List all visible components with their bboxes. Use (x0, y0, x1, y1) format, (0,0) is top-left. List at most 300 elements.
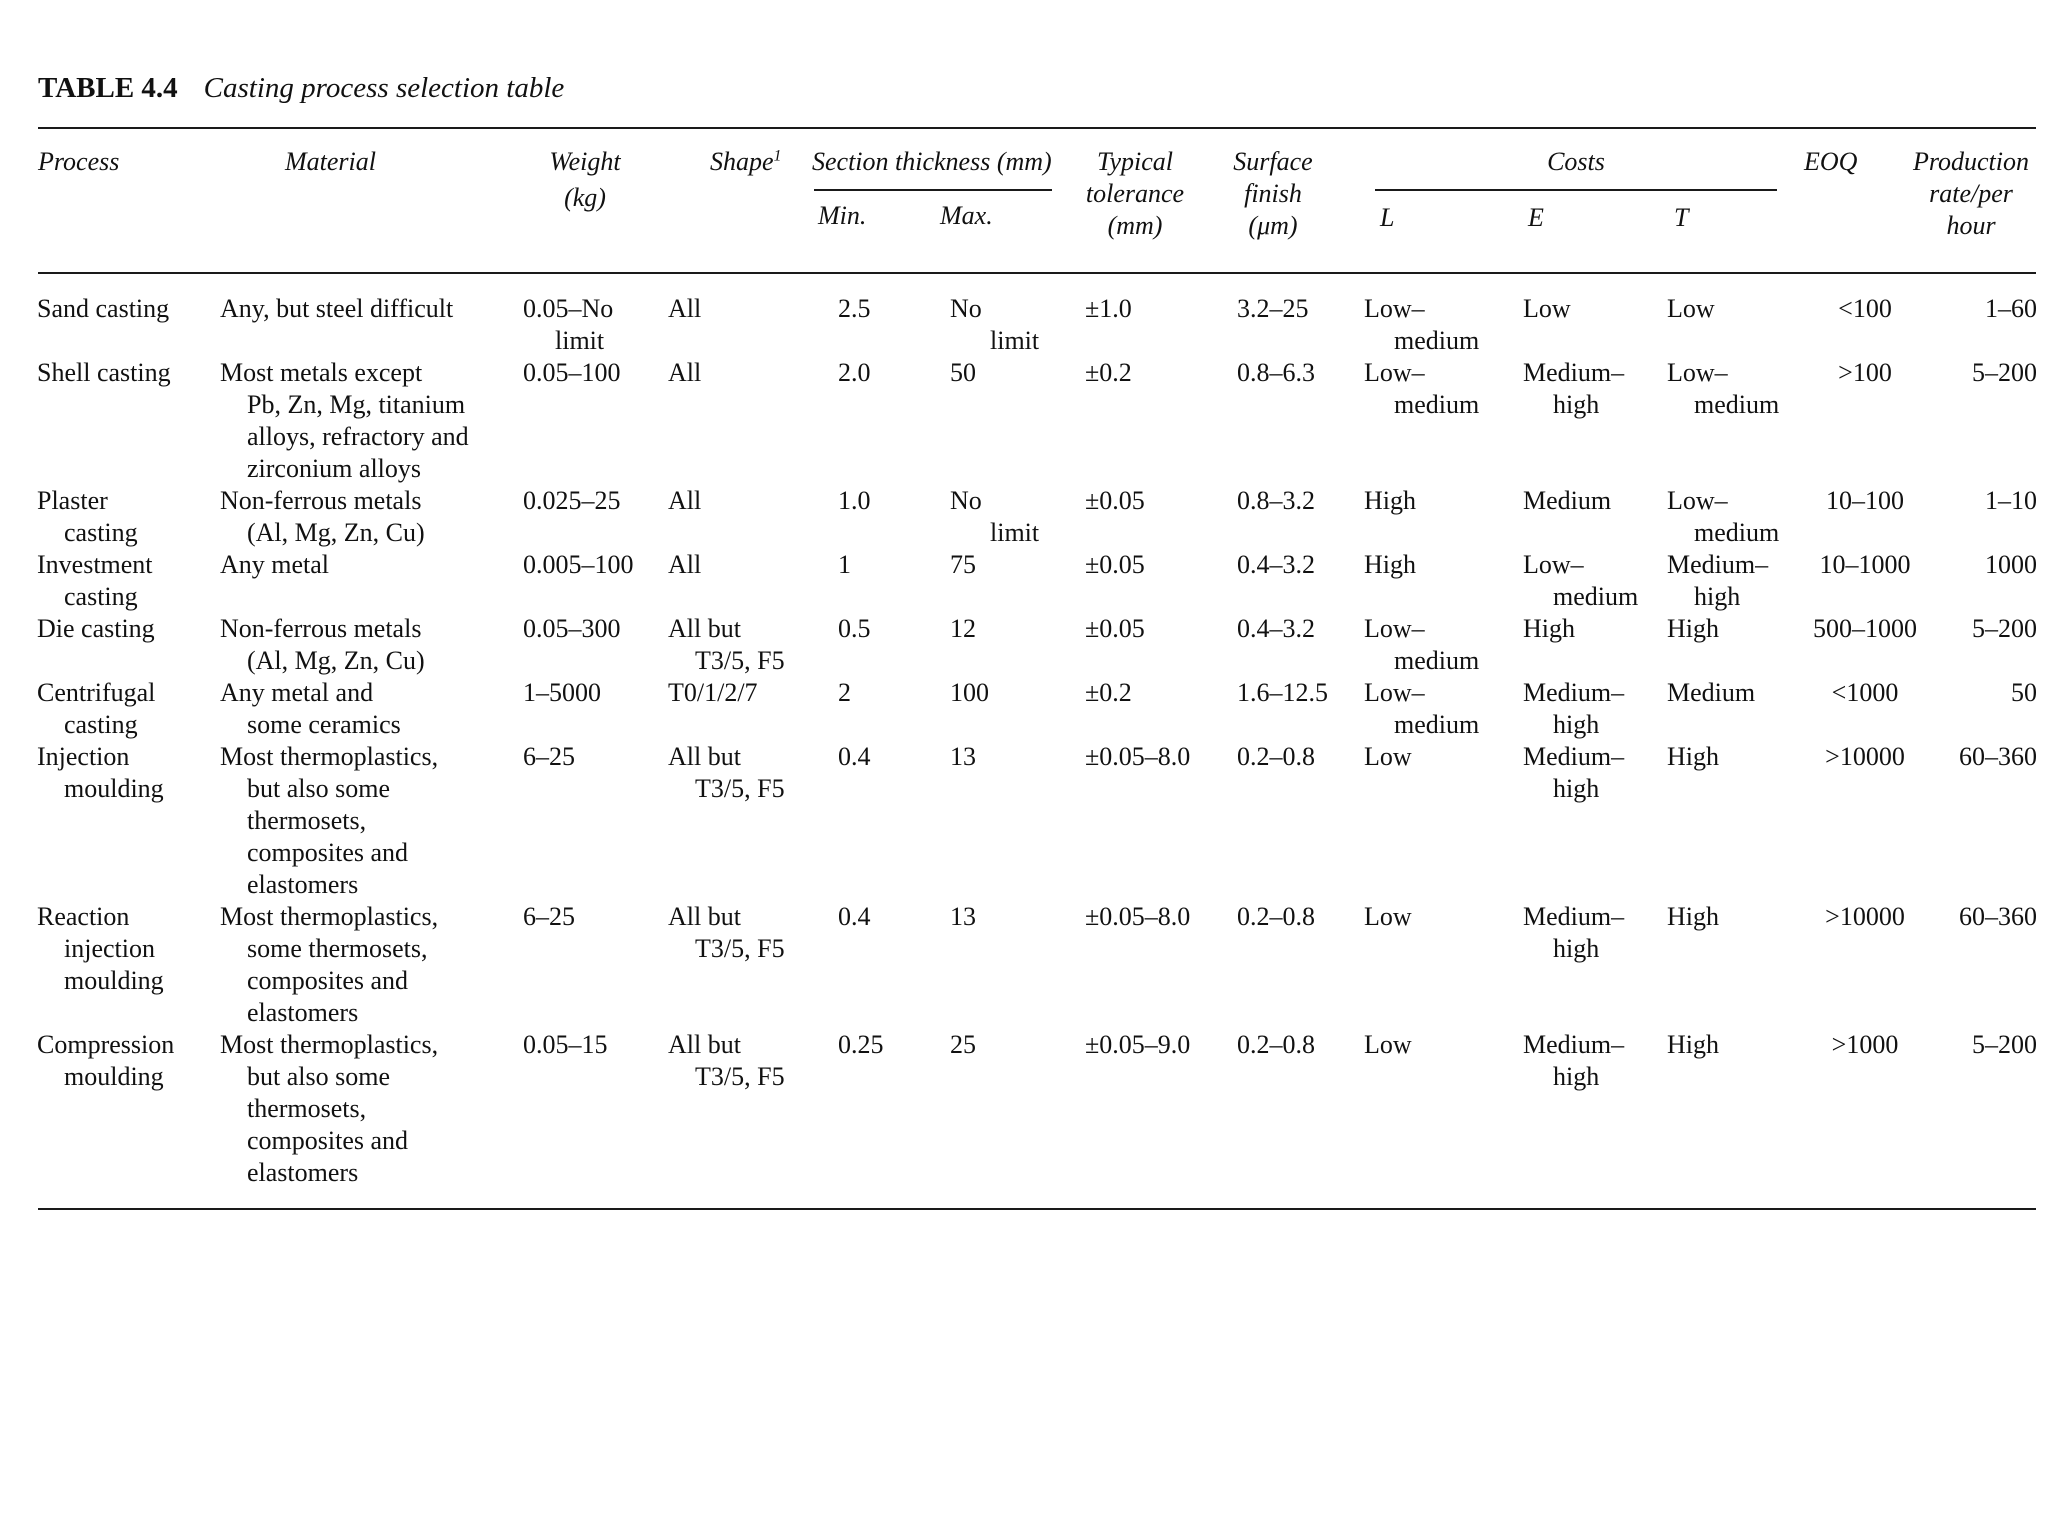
cell-eoq (1800, 357, 1930, 389)
cell-line: high (1553, 774, 1600, 803)
cell-line: All but (668, 902, 741, 931)
header-surface-l2: finish (1244, 179, 1302, 208)
cell-max (950, 901, 1060, 933)
cell-rate (1935, 1029, 2037, 1061)
header-surface-finish (1228, 146, 1318, 242)
table-label: TABLE 4.4 (38, 72, 178, 104)
cell-line: Investment (37, 550, 153, 579)
cell-line: High (1523, 614, 1575, 643)
cell-line: 1–60 (1985, 294, 2037, 323)
cell-line: Compression (37, 1030, 175, 1059)
header-surface-l1: Surface (1233, 147, 1313, 176)
cell-line: 1.6–12.5 (1237, 678, 1328, 707)
cell-line: elastomers (247, 1158, 359, 1187)
cell-finish (1237, 485, 1362, 517)
cell-shape (668, 1029, 798, 1093)
cell-finish (1237, 613, 1362, 645)
cell-line: Any metal and (220, 678, 374, 707)
cell-shape (668, 485, 798, 517)
cell-eoq (1800, 741, 1930, 773)
cell-line: 2.0 (838, 358, 871, 387)
cell-line: T3/5, F5 (695, 1062, 785, 1091)
cell-line: high (1553, 934, 1600, 963)
cell-line: Medium (1667, 678, 1756, 707)
cell-tolerance (1085, 901, 1225, 933)
cell-line: Low– (1364, 678, 1425, 707)
cell-tolerance (1085, 293, 1225, 325)
cell-cost-e (1523, 485, 1671, 517)
cell-line: Medium– (1523, 742, 1625, 771)
cell-line: Medium (1523, 486, 1612, 515)
cell-line: Any, but steel difficult (220, 294, 454, 323)
cell-cost-l (1364, 613, 1524, 677)
header-max: Max. (940, 201, 993, 230)
cell-line: 60–360 (1959, 742, 2037, 771)
cell-material (220, 1029, 520, 1189)
cell-line: 13 (950, 902, 976, 931)
header-prod-l1: Production (1912, 147, 2030, 176)
cell-cost-l (1364, 677, 1524, 741)
header-prod-l2: rate/per (1929, 179, 2013, 208)
cell-line: some thermosets, (247, 934, 428, 963)
cell-finish (1237, 741, 1362, 773)
header-shape-footnote: 1 (773, 147, 782, 165)
cell-line: <100 (1838, 294, 1892, 323)
cell-rate (1935, 549, 2037, 581)
cell-line: 0.05–No (523, 294, 614, 323)
cell-line: Medium– (1523, 902, 1625, 931)
cell-line: but also some (247, 774, 390, 803)
cell-line: High (1364, 550, 1416, 579)
cell-min (838, 357, 898, 389)
cell-line: Non-ferrous metals (220, 614, 422, 643)
cell-line: high (1553, 710, 1600, 739)
cell-cost-l (1364, 357, 1524, 421)
cell-line: Low (1364, 902, 1412, 931)
cell-shape (668, 741, 798, 805)
cell-line: 6–25 (523, 742, 575, 771)
cell-line: ±0.05 (1085, 486, 1145, 515)
cell-material (220, 549, 520, 581)
cell-line: high (1694, 582, 1741, 611)
cell-line: High (1667, 614, 1719, 643)
cell-line: T3/5, F5 (695, 646, 785, 675)
bottom-rule (38, 1208, 2036, 1210)
cell-line: T0/1/2/7 (668, 678, 758, 707)
header-surface-l3: (μm) (1248, 211, 1298, 240)
cell-line: 50 (950, 358, 976, 387)
cell-line: composites and (247, 966, 409, 995)
cell-line: medium (1394, 326, 1480, 355)
cell-line: medium (1694, 390, 1780, 419)
cell-line: Low– (1364, 358, 1425, 387)
cell-line: 1–5000 (523, 678, 601, 707)
cell-line: All (668, 550, 702, 579)
cell-rate (1935, 357, 2037, 389)
cell-min (838, 901, 898, 933)
cell-cost-e (1523, 677, 1671, 741)
cell-rate (1935, 613, 2037, 645)
top-rule (38, 127, 2036, 129)
cell-line: 0.4–3.2 (1237, 550, 1315, 579)
cell-line: 50 (2011, 678, 2037, 707)
cell-line: Low (1523, 294, 1571, 323)
cell-line: Centrifugal (37, 678, 156, 707)
cell-line: >10000 (1825, 902, 1905, 931)
cell-line: 0.8–6.3 (1237, 358, 1315, 387)
cell-line: Most thermoplastics, (220, 1030, 439, 1059)
cell-weight (523, 613, 663, 645)
cell-line: 1 (838, 550, 851, 579)
cell-line: 0.2–0.8 (1237, 902, 1315, 931)
cell-tolerance (1085, 613, 1225, 645)
cell-line: No (950, 294, 982, 323)
cell-line: Low (1364, 742, 1412, 771)
cell-line: Plaster (37, 486, 108, 515)
header-tolerance-l2: tolerance (1085, 179, 1185, 208)
cell-line: medium (1553, 582, 1639, 611)
cell-rate (1935, 485, 2037, 517)
cell-tolerance (1085, 357, 1225, 389)
header-eoq: EOQ (1804, 147, 1858, 176)
cell-line: Low– (1523, 550, 1584, 579)
section-sub-rule (814, 189, 1052, 191)
cell-cost-l (1364, 901, 1524, 933)
header-weight (540, 146, 630, 214)
cell-process (37, 677, 212, 741)
cell-shape (668, 549, 798, 581)
cell-line: 2.5 (838, 294, 871, 323)
cell-line: 2 (838, 678, 851, 707)
cell-line: Injection (37, 742, 130, 771)
cell-line: ±0.05–8.0 (1085, 902, 1191, 931)
cell-line: All (668, 486, 702, 515)
cell-line: No (950, 486, 982, 515)
cell-weight (523, 293, 663, 357)
cell-line: moulding (64, 774, 164, 803)
cell-tolerance (1085, 485, 1225, 517)
cell-line: Medium– (1523, 358, 1625, 387)
cell-line: ±0.2 (1085, 678, 1132, 707)
cell-cost-e (1523, 293, 1671, 325)
cell-cost-e (1523, 1029, 1671, 1093)
cell-line: medium (1694, 518, 1780, 547)
cell-min (838, 1029, 898, 1061)
cell-cost-e (1523, 613, 1671, 645)
cell-eoq (1800, 901, 1930, 933)
cell-line: 0.8–3.2 (1237, 486, 1315, 515)
cell-max (950, 485, 1060, 549)
cell-line: but also some (247, 1062, 390, 1091)
cell-line: casting (64, 518, 138, 547)
cell-finish (1237, 901, 1362, 933)
cell-line: Most thermoplastics, (220, 902, 439, 931)
cell-process (37, 1029, 212, 1093)
cell-material (220, 677, 520, 741)
cell-line: 0.2–0.8 (1237, 1030, 1315, 1059)
cell-cost-e (1523, 901, 1671, 965)
cell-line: 13 (950, 742, 976, 771)
cell-rate (1935, 677, 2037, 709)
cell-line: ±0.05 (1085, 550, 1145, 579)
cell-line: 0.5 (838, 614, 871, 643)
cell-line: Low– (1364, 614, 1425, 643)
cell-finish (1237, 293, 1362, 325)
cell-line: ±0.2 (1085, 358, 1132, 387)
cell-line: 6–25 (523, 902, 575, 931)
cell-line: T3/5, F5 (695, 774, 785, 803)
cell-line: 0.4 (838, 902, 871, 931)
cell-line: injection (64, 934, 155, 963)
cell-process (37, 741, 212, 805)
cell-line: casting (64, 582, 138, 611)
cell-rate (1935, 741, 2037, 773)
cell-process (37, 357, 212, 389)
cell-line: 1.0 (838, 486, 871, 515)
cell-cost-t (1667, 549, 1817, 613)
cell-line: >100 (1838, 358, 1892, 387)
cell-line: 0.025–25 (523, 486, 621, 515)
cell-line: Medium– (1667, 550, 1769, 579)
cell-line: (Al, Mg, Zn, Cu) (247, 518, 425, 547)
cell-line: medium (1394, 390, 1480, 419)
cell-cost-t (1667, 613, 1817, 645)
cell-max (950, 549, 1060, 581)
cell-line: 0.05–100 (523, 358, 621, 387)
header-material: Material (285, 147, 376, 176)
cell-cost-l (1364, 293, 1524, 357)
cell-line: 1000 (1985, 550, 2037, 579)
cell-material (220, 293, 520, 325)
header-cost-t: T (1674, 203, 1689, 232)
cell-min (838, 549, 898, 581)
cell-cost-e (1523, 741, 1671, 805)
cell-tolerance (1085, 1029, 1225, 1061)
cell-line: 10–1000 (1819, 550, 1911, 579)
cell-line: 25 (950, 1030, 976, 1059)
cell-line: 75 (950, 550, 976, 579)
cell-line: 12 (950, 614, 976, 643)
cell-shape (668, 677, 798, 709)
header-production-rate (1906, 146, 2036, 242)
cell-line: thermosets, (247, 1094, 367, 1123)
cell-max (950, 357, 1060, 389)
cell-finish (1237, 677, 1362, 709)
cell-max (950, 613, 1060, 645)
cell-line: T3/5, F5 (695, 934, 785, 963)
cell-max (950, 293, 1060, 357)
cell-line: 60–360 (1959, 902, 2037, 931)
cell-process (37, 901, 212, 997)
cell-material (220, 741, 520, 901)
header-process: Process (38, 147, 120, 176)
cell-line: moulding (64, 1062, 164, 1091)
cell-max (950, 1029, 1060, 1061)
cell-process (37, 293, 212, 325)
cell-process (37, 485, 212, 549)
header-tolerance (1080, 146, 1190, 242)
cell-cost-l (1364, 549, 1524, 581)
cell-eoq (1800, 1029, 1930, 1061)
table-title: Casting process selection table (203, 72, 565, 104)
cell-line: Most thermoplastics, (220, 742, 439, 771)
cell-line: limit (990, 518, 1040, 547)
cell-line: high (1553, 390, 1600, 419)
cell-cost-t (1667, 293, 1817, 325)
header-tolerance-l3: (mm) (1107, 211, 1163, 240)
header-section-thickness: Section thickness (mm) (812, 147, 1052, 176)
cell-weight (523, 677, 663, 709)
cell-line: 0.4 (838, 742, 871, 771)
cell-line: 0.2–0.8 (1237, 742, 1315, 771)
cell-min (838, 613, 898, 645)
cell-line: moulding (64, 966, 164, 995)
cell-min (838, 293, 898, 325)
cell-cost-t (1667, 1029, 1817, 1061)
header-weight-l2: (kg) (564, 183, 606, 212)
cell-line: 0.05–300 (523, 614, 621, 643)
cell-finish (1237, 1029, 1362, 1061)
cell-eoq (1800, 613, 1930, 645)
cell-line: elastomers (247, 870, 359, 899)
cell-line: high (1553, 1062, 1600, 1091)
cell-material (220, 485, 520, 549)
cell-cost-l (1364, 485, 1524, 517)
cell-max (950, 677, 1060, 709)
cell-line: ±0.05 (1085, 614, 1145, 643)
header-min: Min. (818, 201, 867, 230)
cell-max (950, 741, 1060, 773)
cell-line: thermosets, (247, 806, 367, 835)
cell-line: 5–200 (1972, 358, 2037, 387)
cell-line: composites and (247, 1126, 409, 1155)
header-weight-l1: Weight (549, 147, 621, 176)
cell-line: alloys, refractory and (247, 422, 469, 451)
cell-eoq (1800, 549, 1930, 581)
cell-line: (Al, Mg, Zn, Cu) (247, 646, 425, 675)
cell-line: 0.4–3.2 (1237, 614, 1315, 643)
cell-line: zirconium alloys (247, 454, 422, 483)
cell-line: limit (990, 326, 1040, 355)
cell-cost-t (1667, 357, 1817, 421)
cell-line: 0.005–100 (523, 550, 634, 579)
cell-eoq (1800, 485, 1930, 517)
cell-line: Low (1667, 294, 1715, 323)
cell-eoq (1800, 293, 1930, 325)
cell-line: medium (1394, 646, 1480, 675)
cell-line: All (668, 358, 702, 387)
cell-cost-t (1667, 741, 1817, 773)
cell-line: Any metal (220, 550, 330, 579)
cell-material (220, 613, 520, 677)
cell-rate (1935, 901, 2037, 933)
cell-cost-t (1667, 901, 1817, 933)
cell-shape (668, 357, 798, 389)
cell-line: All (668, 294, 702, 323)
cell-cost-t (1667, 677, 1817, 709)
costs-sub-rule (1375, 189, 1777, 191)
cell-shape (668, 901, 798, 965)
cell-cost-e (1523, 357, 1671, 421)
table-caption (38, 72, 564, 105)
header-rule (38, 272, 2036, 274)
header-tolerance-l1: Typical (1096, 147, 1174, 176)
cell-cost-t (1667, 485, 1817, 549)
cell-rate (1935, 293, 2037, 325)
cell-line: 1–10 (1985, 486, 2037, 515)
cell-line: High (1667, 742, 1719, 771)
cell-line: >10000 (1825, 742, 1905, 771)
cell-weight (523, 357, 663, 389)
cell-weight (523, 1029, 663, 1061)
cell-line: ±0.05–9.0 (1085, 1030, 1191, 1059)
cell-cost-l (1364, 1029, 1524, 1061)
cell-process (37, 549, 212, 613)
cell-line: medium (1394, 710, 1480, 739)
cell-line: Sand casting (37, 294, 170, 323)
cell-line: Die casting (37, 614, 155, 643)
cell-line: ±0.05–8.0 (1085, 742, 1191, 771)
cell-line: 3.2–25 (1237, 294, 1309, 323)
cell-weight (523, 485, 663, 517)
cell-line: Pb, Zn, Mg, titanium (247, 390, 466, 419)
cell-line: 0.05–15 (523, 1030, 608, 1059)
cell-line: Shell casting (37, 358, 171, 387)
cell-line: 500–1000 (1813, 614, 1917, 643)
cell-line: High (1667, 902, 1719, 931)
cell-line: ±1.0 (1085, 294, 1132, 323)
cell-shape (668, 613, 798, 677)
header-prod-l3: hour (1946, 211, 1996, 240)
cell-line: High (1667, 1030, 1719, 1059)
cell-line: >1000 (1831, 1030, 1899, 1059)
cell-line: Low– (1364, 294, 1425, 323)
cell-line: High (1364, 486, 1416, 515)
cell-line: All but (668, 1030, 741, 1059)
cell-weight (523, 901, 663, 933)
cell-line: casting (64, 710, 138, 739)
cell-line: 100 (950, 678, 989, 707)
cell-line: Low (1364, 1030, 1412, 1059)
cell-min (838, 677, 898, 709)
header-shape-label: Shape (710, 147, 774, 176)
cell-line: Medium– (1523, 1030, 1625, 1059)
cell-line: elastomers (247, 998, 359, 1027)
cell-line: Non-ferrous metals (220, 486, 422, 515)
cell-line: Low– (1667, 358, 1728, 387)
cell-line: 10–100 (1826, 486, 1904, 515)
cell-line: composites and (247, 838, 409, 867)
cell-line: <1000 (1831, 678, 1899, 707)
header-cost-e: E (1528, 203, 1544, 232)
cell-line: Reaction (37, 902, 130, 931)
cell-weight (523, 741, 663, 773)
cell-shape (668, 293, 798, 325)
cell-cost-l (1364, 741, 1524, 773)
cell-process (37, 613, 212, 645)
header-shape (710, 146, 782, 178)
cell-line: 5–200 (1972, 1030, 2037, 1059)
cell-line: limit (555, 326, 605, 355)
cell-tolerance (1085, 741, 1225, 773)
cell-weight (523, 549, 663, 581)
cell-finish (1237, 357, 1362, 389)
cell-line: 0.25 (838, 1030, 884, 1059)
cell-material (220, 357, 520, 485)
cell-min (838, 485, 898, 517)
cell-line: All but (668, 742, 741, 771)
cell-material (220, 901, 520, 1029)
